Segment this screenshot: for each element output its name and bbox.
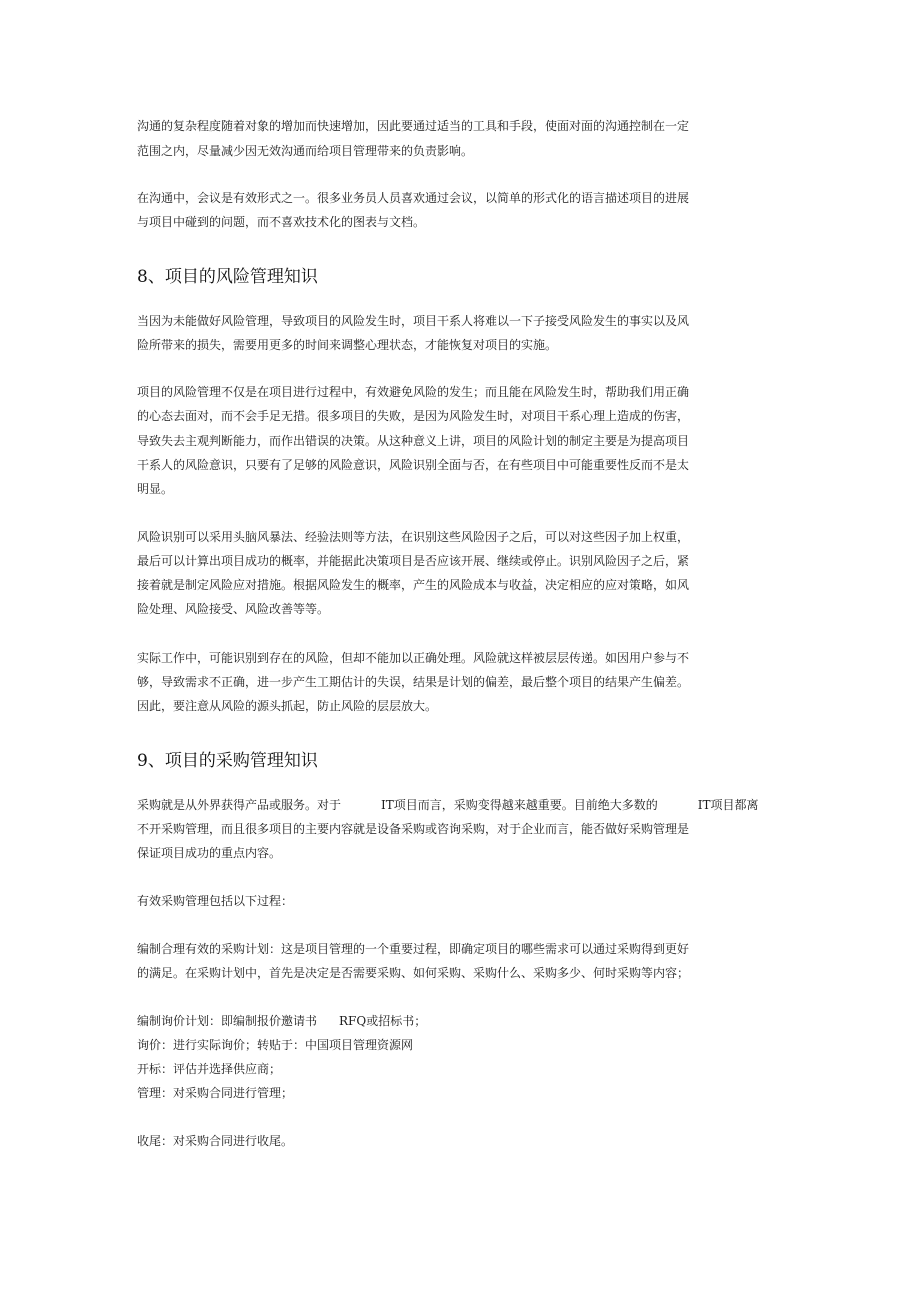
section-heading-procurement: 9、项目的采购管理知识	[137, 751, 318, 771]
list-item: 管理：对采购合同进行管理；	[137, 1086, 294, 1100]
paragraph-line: 保证项目成功的重点内容。	[137, 846, 282, 860]
paragraph-line: 与项目中碰到的问题，而不喜欢技术化的图表与文档。	[137, 215, 426, 229]
paragraph-line: 范围之内，尽量减少因无效沟通而给项目管理带来的负责影响。	[137, 144, 474, 158]
text-run: RFQ或招标书；	[339, 1014, 427, 1028]
paragraph-line	[137, 797, 759, 813]
section-heading-risk: 8、项目的风险管理知识	[137, 267, 318, 287]
paragraph-line: 当因为未能做好风险管理，导致项目的风险发生时，项目干系人将难以一下子接受风险发生的事实以及风	[137, 314, 690, 328]
text-run: 编制询价计划：即编制报价邀请书	[137, 1014, 318, 1028]
paragraph-line: 明显。	[137, 482, 174, 496]
paragraph-line: 在沟通中，会议是有效形式之一。很多业务员人员喜欢通过会议，以简单的形式化的语言描述项目的进展	[137, 191, 690, 205]
paragraph-line: 险处理、风险接受、风险改善等等。	[137, 602, 330, 616]
text-run: IT项目而言，采购变得越来越重要。目前绝大多数的	[381, 798, 658, 812]
paragraph-line: 干系人的风险意识，只要有了足够的风险意识，风险识别全面与否，在有些项目中可能重要性反而不是太	[137, 458, 690, 472]
list-item	[137, 1013, 426, 1029]
paragraph-line: 的满足。在采购计划中，首先是决定是否需要采购、如何采购、采购什么、采购多少、何时采购等内容；	[137, 966, 690, 980]
text-run: 采购就是从外界获得产品或服务。对于	[137, 798, 342, 812]
paragraph-line: 项目的风险管理不仅是在项目进行过程中，有效避免风险的发生；而且能在风险发生时，帮助我们用正确	[137, 385, 690, 399]
paragraph-line: 编制合理有效的采购计划：这是项目管理的一个重要过程，即确定项目的哪些需求可以通过采购得到更好	[137, 942, 690, 956]
paragraph-line: 风险识别可以采用头脑风暴法、经验法则等方法，在识别这些风险因子之后，可以对这些因子加上权重，	[137, 530, 690, 544]
paragraph-line: 导致失去主观判断能力，而作出错误的决策。从这种意义上讲，项目的风险计划的制定主要是为提高项目	[137, 434, 690, 448]
text-run: IT项目都离	[697, 798, 759, 812]
paragraph-line: 因此，要注意从风险的源头抓起，防止风险的层层放大。	[137, 699, 438, 713]
list-item: 开标：评估并选择供应商；	[137, 1062, 282, 1076]
paragraph-line: 最后可以计算出项目成功的概率，并能据此决策项目是否应该开展、继续或停止。识别风险因子之后，紧	[137, 554, 690, 568]
paragraph-line: 沟通的复杂程度随着对象的增加而快速增加，因此要通过适当的工具和手段，使面对面的沟通控制在一定	[137, 119, 690, 133]
paragraph-line: 实际工作中，可能识别到存在的风险，但却不能加以正确处理。风险就这样被层层传递。如因用户参与不	[137, 651, 690, 665]
list-item: 询价：进行实际询价；转贴于：中国项目管理资源网	[137, 1038, 414, 1052]
paragraph-line: 的心态去面对，而不会手足无措。很多项目的失败，是因为风险发生时，对项目干系心理上造成的伤害，	[137, 409, 690, 423]
paragraph-line: 收尾：对采购合同进行收尾。	[137, 1134, 294, 1148]
paragraph-line: 接着就是制定风险应对措施。根据风险发生的概率，产生的风险成本与收益，决定相应的应对策略，如风	[137, 578, 690, 592]
paragraph-line: 险所带来的损失，需要用更多的时间来调整心理状态，才能恢复对项目的实施。	[137, 338, 558, 352]
paragraph-line: 不开采购管理，而且很多项目的主要内容就是设备采购或咨询采购，对于企业而言，能否做好采购管理是	[137, 822, 690, 836]
paragraph-line: 有效采购管理包括以下过程：	[137, 894, 294, 908]
paragraph-line: 够，导致需求不正确，进一步产生工期估计的失误，结果是计划的偏差，最后整个项目的结果产生偏差。	[137, 675, 690, 689]
